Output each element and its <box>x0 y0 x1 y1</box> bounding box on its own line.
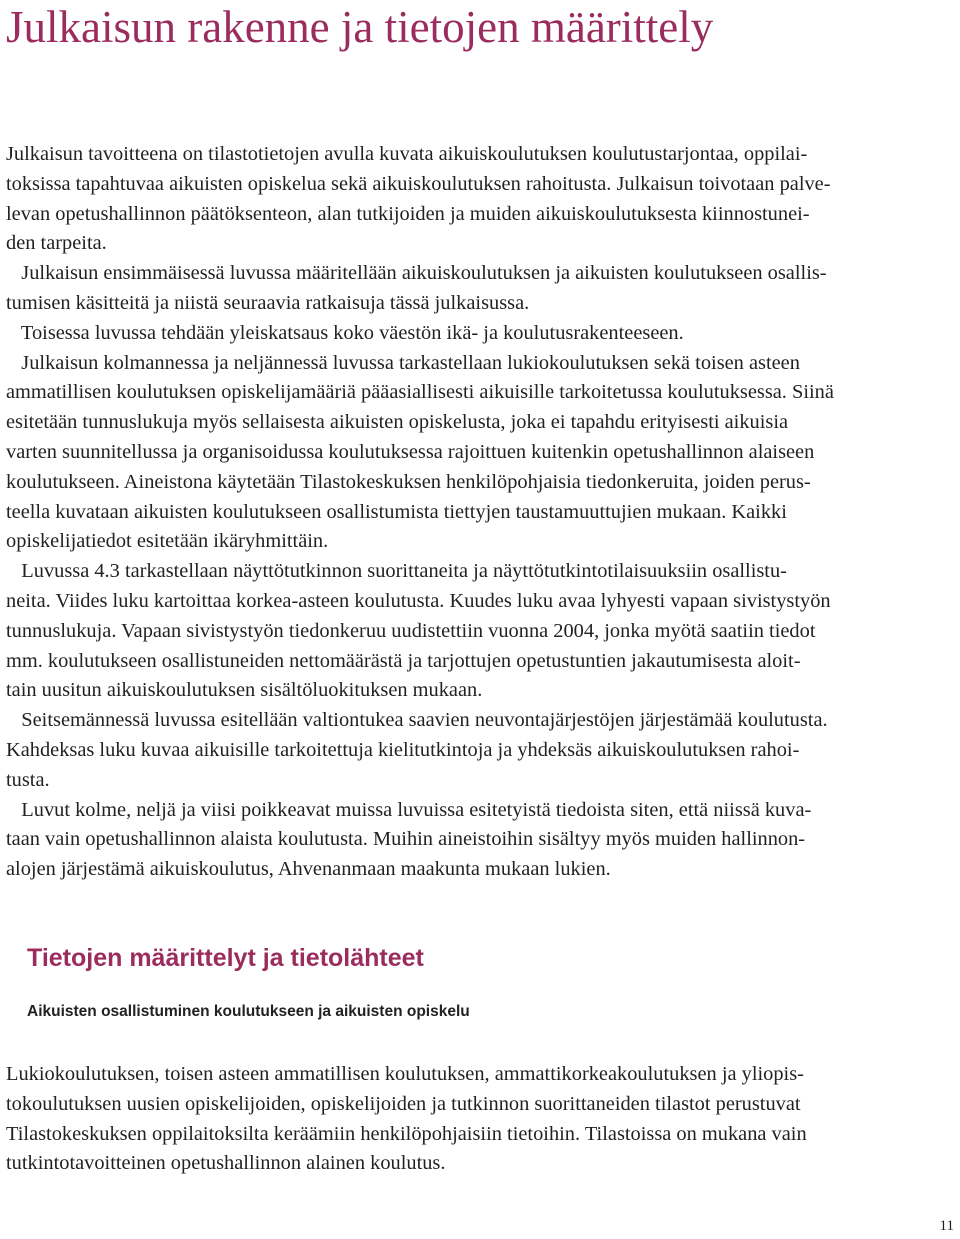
text-line: tutkintotavoitteinen opetushallinnon alainen koulutus. <box>6 1152 446 1175</box>
text-line: esitetään tunnuslukuja myös sellaisesta aikuisten opiskelusta, joka ei tapahdu erityisesti aikuisia <box>6 411 789 434</box>
text-line: mm. koulutukseen osallistuneiden nettomäärästä ja tarjottujen opetustuntien jakautumisesta aloit- <box>6 649 801 672</box>
text-line: ammatillisen koulutuksen opiskelijamääriä pääasiallisesti aikuisille tarkoitetussa koulutuksessa. Siinä <box>6 381 834 404</box>
text-line: koulutukseen. Aineistona käytetään Tilastokeskuksen henkilöpohjaisia tiedonkeruita, joiden perus- <box>6 470 811 493</box>
text-line: den tarpeita. <box>6 232 107 255</box>
text-line: Julkaisun tavoitteena on tilastotietojen avulla kuvata aikuiskoulutuksen koulutustarjontaa, oppilai- <box>6 143 808 165</box>
text-line: Toisessa luvussa tehdään yleiskatsaus koko väestön ikä- ja koulutusrakenteeseen. <box>6 321 684 344</box>
text-line: Luvut kolme, neljä ja viisi poikkeavat muissa luvuissa esitetyistä tiedoista siten, että niissä kuva- <box>6 798 812 821</box>
text-line: alojen järjestämä aikuiskoulutus, Ahvenanmaan maakunta mukaan lukien. <box>6 858 611 881</box>
text-line: tain uusitun aikuiskoulutuksen sisältöluokituksen mukaan. <box>6 679 483 702</box>
text-line: opiskelijatiedot esitetään ikäryhmittäin. <box>6 530 329 553</box>
text-line: tokoulutuksen uusien opiskelijoiden, opiskelijoiden ja tutkinnon suorittaneiden tilastot perustuvat <box>6 1092 801 1115</box>
text-line: toksissa tapahtuvaa aikuisten opiskelua sekä aikuiskoulutuksen rahoitusta. Julkaisun toivotaan palve- <box>6 172 831 195</box>
text-line: Julkaisun ensimmäisessä luvussa määritellään aikuiskoulutuksen ja aikuisten koulutukseen osallis- <box>6 262 827 285</box>
text-line: Julkaisun kolmannessa ja neljännessä luvussa tarkastellaan lukiokoulutuksen sekä toisen asteen <box>6 351 800 374</box>
text-line: Seitsemännessä luvussa esitellään valtiontukea saavien neuvontajärjestöjen järjestämää koulutusta. <box>6 709 828 732</box>
text-line: taan vain opetushallinnon alaista koulutusta. Muihin aineistoihin sisältyy myös muiden hallinnon- <box>6 828 806 851</box>
text-line: tusta. <box>6 768 50 791</box>
text-line: levan opetushallinnon päätöksenteon, alan tutkijoiden ja muiden aikuiskoulutuksesta kiinnostunei- <box>6 202 810 225</box>
text-line: Tilastokeskuksen oppilaitoksilta keräämiin henkilöpohjaisiin tietoihin. Tilastoissa on mukana vain <box>6 1122 807 1145</box>
text-line: neita. Viides luku kartoittaa korkea-asteen koulutusta. Kuudes luku avaa lyhyesti vapaan sivistystyön <box>6 589 831 612</box>
text-line: tunnuslukuja. Vapaan sivistystyön tiedonkeruu uudistettiin vuonna 2004, jonka myötä saatiin tiedot <box>6 619 816 642</box>
page-number: 11 <box>939 1218 954 1234</box>
text-line: varten suunnitellussa ja organisoidussa koulutuksessa rajoittuen kuitenkin opetushallinnon alaiseen <box>6 440 815 463</box>
text-line: Kahdeksas luku kuvaa aikuisille tarkoitettuja kielitutkintoja ja yhdeksäs aikuiskoulutuksen rahoi- <box>6 738 800 761</box>
intro-text <box>6 140 958 885</box>
text-line: tumisen käsitteitä ja niistä seuraavia ratkaisuja tässä julkaisussa. <box>6 291 530 314</box>
subsection-heading: Aikuisten osallistuminen koulutukseen ja aikuisten opiskelu <box>27 1003 470 1020</box>
text-line: Lukiokoulutuksen, toisen asteen ammatillisen koulutuksen, ammattikorkeakoulutuksen ja yliopis- <box>6 1063 804 1085</box>
section-text <box>6 1060 958 1179</box>
section-heading: Tietojen määrittelyt ja tietolähteet <box>27 944 424 972</box>
page-title: Julkaisun rakenne ja tietojen määrittely <box>6 2 714 52</box>
text-line: Luvussa 4.3 tarkastellaan näyttötutkinnon suorittaneita ja näyttötutkintotilaisuuksiin osallistu- <box>6 560 787 583</box>
text-line: teella kuvataan aikuisten koulutukseen osallistumista tiettyjen taustamuuttujien mukaan. Kaikki <box>6 500 787 523</box>
